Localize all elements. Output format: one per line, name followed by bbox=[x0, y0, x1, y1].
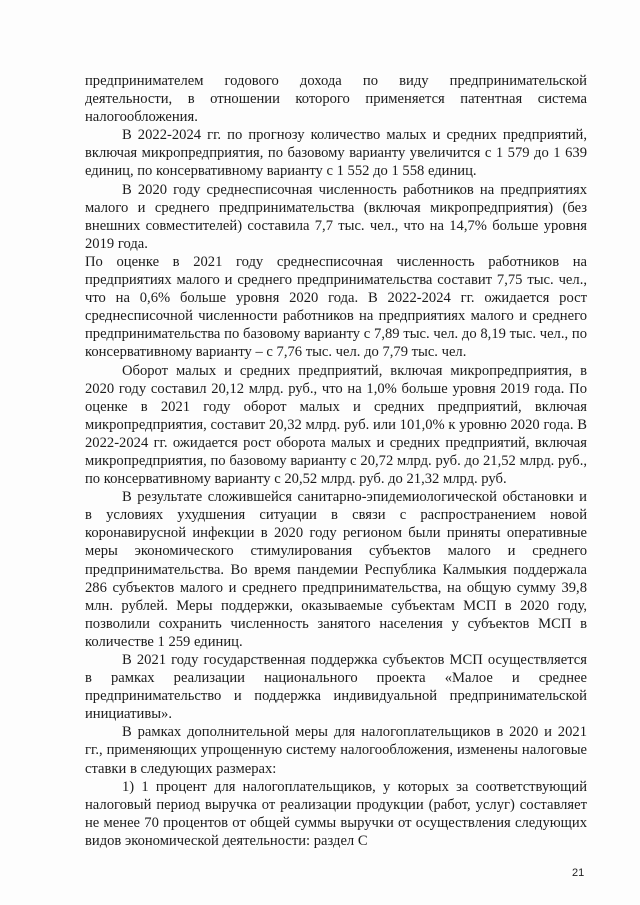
paragraph-tax-rate-item-1: 1) 1 процент для налогоплательщиков, у которых за соответствующий налоговый период выручка от реализации продукции (работ, услуг) составляет не менее 70 процентов от общей суммы выручки от осуществления следующих видов экономической деятельности: раздел С bbox=[85, 778, 587, 849]
paragraph-employment-2020: В 2020 году среднесписочная численность работников на предприятиях малого и среднего предпринимательства (включая микропредприятия) (без внешних совместителей) составила 7,7 тыс. чел., что на 14,7% больше уровня 2019 года. bbox=[85, 181, 587, 252]
paragraph-tax-measures: В рамках дополнительной меры для налогоплательщиков в 2020 и 2021 гг., применяющих упрощенную систему налогообложения, изменены налоговые ставки в следующих размерах: bbox=[85, 724, 587, 777]
document-body bbox=[85, 72, 587, 850]
paragraph-continuation: предпринимателем годового дохода по виду предпринимательской деятельности, в отношении которого применяется патентная система налогообложения. bbox=[85, 73, 587, 126]
paragraph-national-project: В 2021 году государственная поддержка субъектов МСП осуществляется в рамках реализации национального проекта «Малое и среднее предпринимательство и поддержка индивидуальной предпринимательской инициативы». bbox=[85, 652, 587, 723]
paragraph-employment-estimate: По оценке в 2021 году среднесписочная численность работников на предприятиях малого и среднего предпринимательства составит 7,75 тыс. чел., что на 0,6% больше уровня 2020 года. В 2022-2024 гг. ожидается рост среднесписочной численности работников на предприятиях малого и среднего предпринимательства по базовому варианту с 7,89 тыс. чел. до 8,19 тыс. чел., по консервативному варианту – с 7,76 тыс. чел. до 7,79 тыс. чел. bbox=[85, 253, 587, 361]
paragraph-pandemic-support: В результате сложившейся санитарно-эпидемиологической обстановки и в условиях ухудшения ситуации в связи с распространением новой коронавирусной инфекции в 2020 году регионом были приняты оперативные меры экономического стимулирования субъектов малого и среднего предпринимательства. Во время пандемии Республика Калмыкия поддержала 286 субъектов малого и среднего предпринимательства, на общую сумму 39,8 млн. рублей. Меры поддержки, оказываемые субъектам МСП в 2020 году, позволили сохранить численность занятого населения у субъектов МСП в количестве 1 259 единиц. bbox=[85, 489, 587, 650]
paragraph-forecast-count: В 2022-2024 гг. по прогнозу количество малых и средних предприятий, включая микропредприятия, по базовому варианту увеличится с 1 579 до 1 639 единиц, по консервативному варианту с 1 552 до 1 558 единиц. bbox=[85, 127, 587, 180]
paragraph-turnover: Оборот малых и средних предприятий, включая микропредприятия, в 2020 году составил 20,12 млрд. руб., что на 1,0% больше уровня 2019 года. По оценке в 2021 году оборот малых и средних предприятий, включая микропредприятия, составит 20,32 млрд. руб. или 101,0% к уровню 2020 года. В 2022-2024 гг. ожидается рост оборота малых и средних предприятий, включая микропредприятия, по базовому варианту с 20,72 млрд. руб. до 21,52 млрд. руб., по консервативному варианту с 20,52 млрд. руб. до 21,32 млрд. руб. bbox=[85, 362, 587, 488]
page-number: 21 bbox=[572, 867, 585, 879]
